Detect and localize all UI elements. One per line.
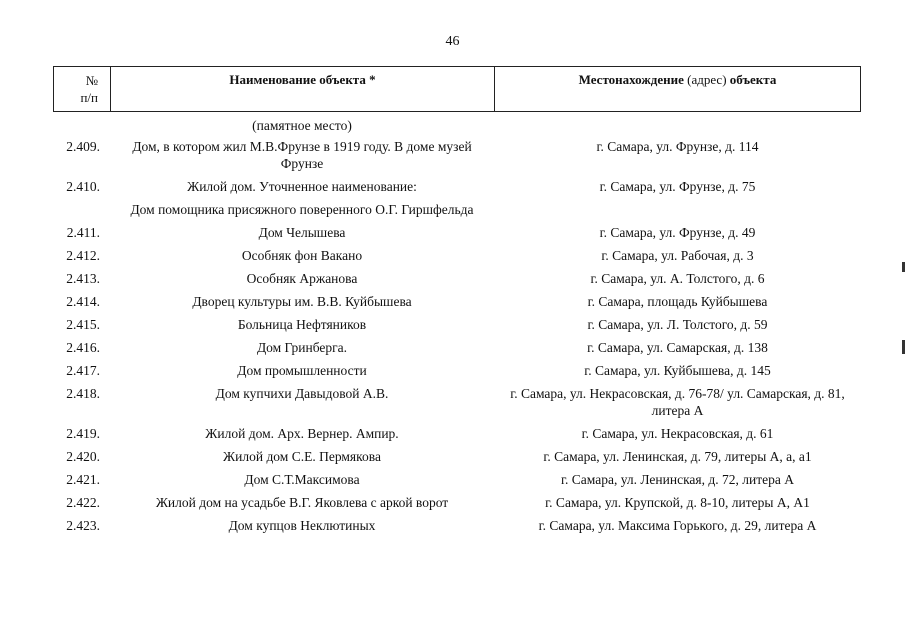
- object-address: г. Самара, ул. Куйбышева, д. 145: [584, 363, 771, 378]
- continuation-text: (памятное место): [252, 118, 352, 133]
- object-name: [110, 339, 494, 356]
- object-name-text: Дом С.Т.Максимова: [244, 472, 360, 487]
- object-name: [110, 494, 494, 511]
- object-address: г. Самара, ул. Рабочая, д. 3: [601, 248, 754, 263]
- object-name-text: Дом промышленности: [237, 363, 367, 378]
- table-row: [53, 425, 861, 442]
- row-number: 2.410.: [66, 179, 100, 194]
- object-name-text: Дом Гринберга.: [256, 340, 348, 355]
- row-number: 2.423.: [66, 518, 100, 533]
- object-address: г. Самара, ул. Некрасовская, д. 76-78/ ул. Самарская, д. 81, литера А: [510, 386, 845, 418]
- row-number: 2.414.: [66, 294, 100, 309]
- table-row: [53, 178, 861, 218]
- table-row: [53, 293, 861, 310]
- table-row: [53, 494, 861, 511]
- object-address: г. Самара, ул. Л. Толстого, д. 59: [587, 317, 768, 332]
- object-name: [110, 247, 494, 264]
- object-address: г. Самара, ул. Фрунзе, д. 49: [599, 225, 756, 240]
- object-address: г. Самара, площадь Куйбышева: [587, 294, 768, 309]
- object-address: г. Самара, ул. Крупской, д. 8-10, литеры А, А1: [545, 495, 810, 510]
- object-address: г. Самара, ул. Некрасовская, д. 61: [581, 426, 774, 441]
- table-header: [53, 66, 861, 112]
- table-row: [53, 362, 861, 379]
- object-name-extra: Дом помощника присяжного поверенного О.Г. Гиршфельда: [130, 202, 474, 217]
- object-name: [110, 178, 494, 218]
- object-address: г. Самара, ул. Ленинская, д. 79, литеры А, а, а1: [543, 449, 812, 464]
- object-name-text: Дом, в котором жил М.В.Фрунзе в 1919 году. В доме музей Фрунзе: [132, 139, 472, 171]
- header-address-prefix: Местонахождение: [578, 72, 684, 87]
- object-address: г. Самара, ул. Максима Горького, д. 29, литера А: [538, 518, 817, 533]
- header-address-suffix: объекта: [729, 72, 777, 87]
- row-number: 2.413.: [66, 271, 100, 286]
- object-name: [110, 517, 494, 534]
- row-number: 2.418.: [66, 386, 100, 401]
- table-row: [53, 385, 861, 419]
- header-address-column: [495, 67, 860, 111]
- object-address: г. Самара, ул. А. Толстого, д. 6: [590, 271, 765, 286]
- object-name: [110, 224, 494, 241]
- header-number-abbrev: п/п: [80, 90, 98, 105]
- row-number: 2.417.: [66, 363, 100, 378]
- row-number: 2.422.: [66, 495, 100, 510]
- table-row: [53, 448, 861, 465]
- page-number: 46: [445, 34, 460, 49]
- object-name-text: Жилой дом. Арх. Вернер. Ампир.: [205, 426, 399, 441]
- row-number: 2.411.: [66, 225, 100, 240]
- object-name-text: Дом купцов Неклютиных: [228, 518, 376, 533]
- object-name: [110, 138, 494, 172]
- table-row: [53, 224, 861, 241]
- object-name-text: Жилой дом. Уточненное наименование:: [187, 179, 417, 194]
- object-name-text: Жилой дом на усадьбе В.Г. Яковлева с аркой ворот: [155, 495, 449, 510]
- object-name-text: Особняк Аржанова: [246, 271, 358, 286]
- object-name: [110, 270, 494, 287]
- row-number: 2.415.: [66, 317, 100, 332]
- row-number: 2.416.: [66, 340, 100, 355]
- object-name-text: Дом купчихи Давыдовой А.В.: [215, 386, 389, 401]
- object-name-text: Жилой дом С.Е. Пермякова: [223, 449, 381, 464]
- object-address: г. Самара, ул. Фрунзе, д. 114: [596, 139, 759, 154]
- object-address: г. Самара, ул. Самарская, д. 138: [587, 340, 768, 355]
- object-name: [110, 471, 494, 488]
- header-address-mid: (адрес): [683, 72, 730, 87]
- table-row: [53, 138, 861, 172]
- object-address: г. Самара, ул. Ленинская, д. 72, литера А: [561, 472, 794, 487]
- header-number-column: [54, 67, 111, 111]
- header-name-column: Наименование объекта *: [111, 67, 495, 111]
- row-number: 2.419.: [66, 426, 100, 441]
- header-number-symbol: №: [85, 73, 98, 88]
- row-number: 2.420.: [66, 449, 100, 464]
- object-name: [110, 362, 494, 379]
- object-name: [110, 448, 494, 465]
- object-name-text: Дворец культуры им. В.В. Куйбышева: [192, 294, 412, 309]
- table-body: [53, 138, 861, 540]
- object-name-text: Дом Челышева: [258, 225, 346, 240]
- table-row: [53, 339, 861, 356]
- object-name: [110, 425, 494, 442]
- object-name-text: Особняк фон Вакано: [241, 248, 363, 263]
- table-row: [53, 517, 861, 534]
- row-number: 2.409.: [66, 139, 100, 154]
- table-row: [53, 471, 861, 488]
- table-row: [53, 247, 861, 264]
- table-row: [53, 316, 861, 333]
- row-number: 2.421.: [66, 472, 100, 487]
- object-name: [110, 385, 494, 419]
- object-address: г. Самара, ул. Фрунзе, д. 75: [599, 179, 756, 194]
- table-row: [53, 270, 861, 287]
- object-name-text: Больница Нефтяников: [237, 317, 367, 332]
- object-name: [110, 316, 494, 333]
- row-number: 2.412.: [66, 248, 100, 263]
- object-name: [110, 293, 494, 310]
